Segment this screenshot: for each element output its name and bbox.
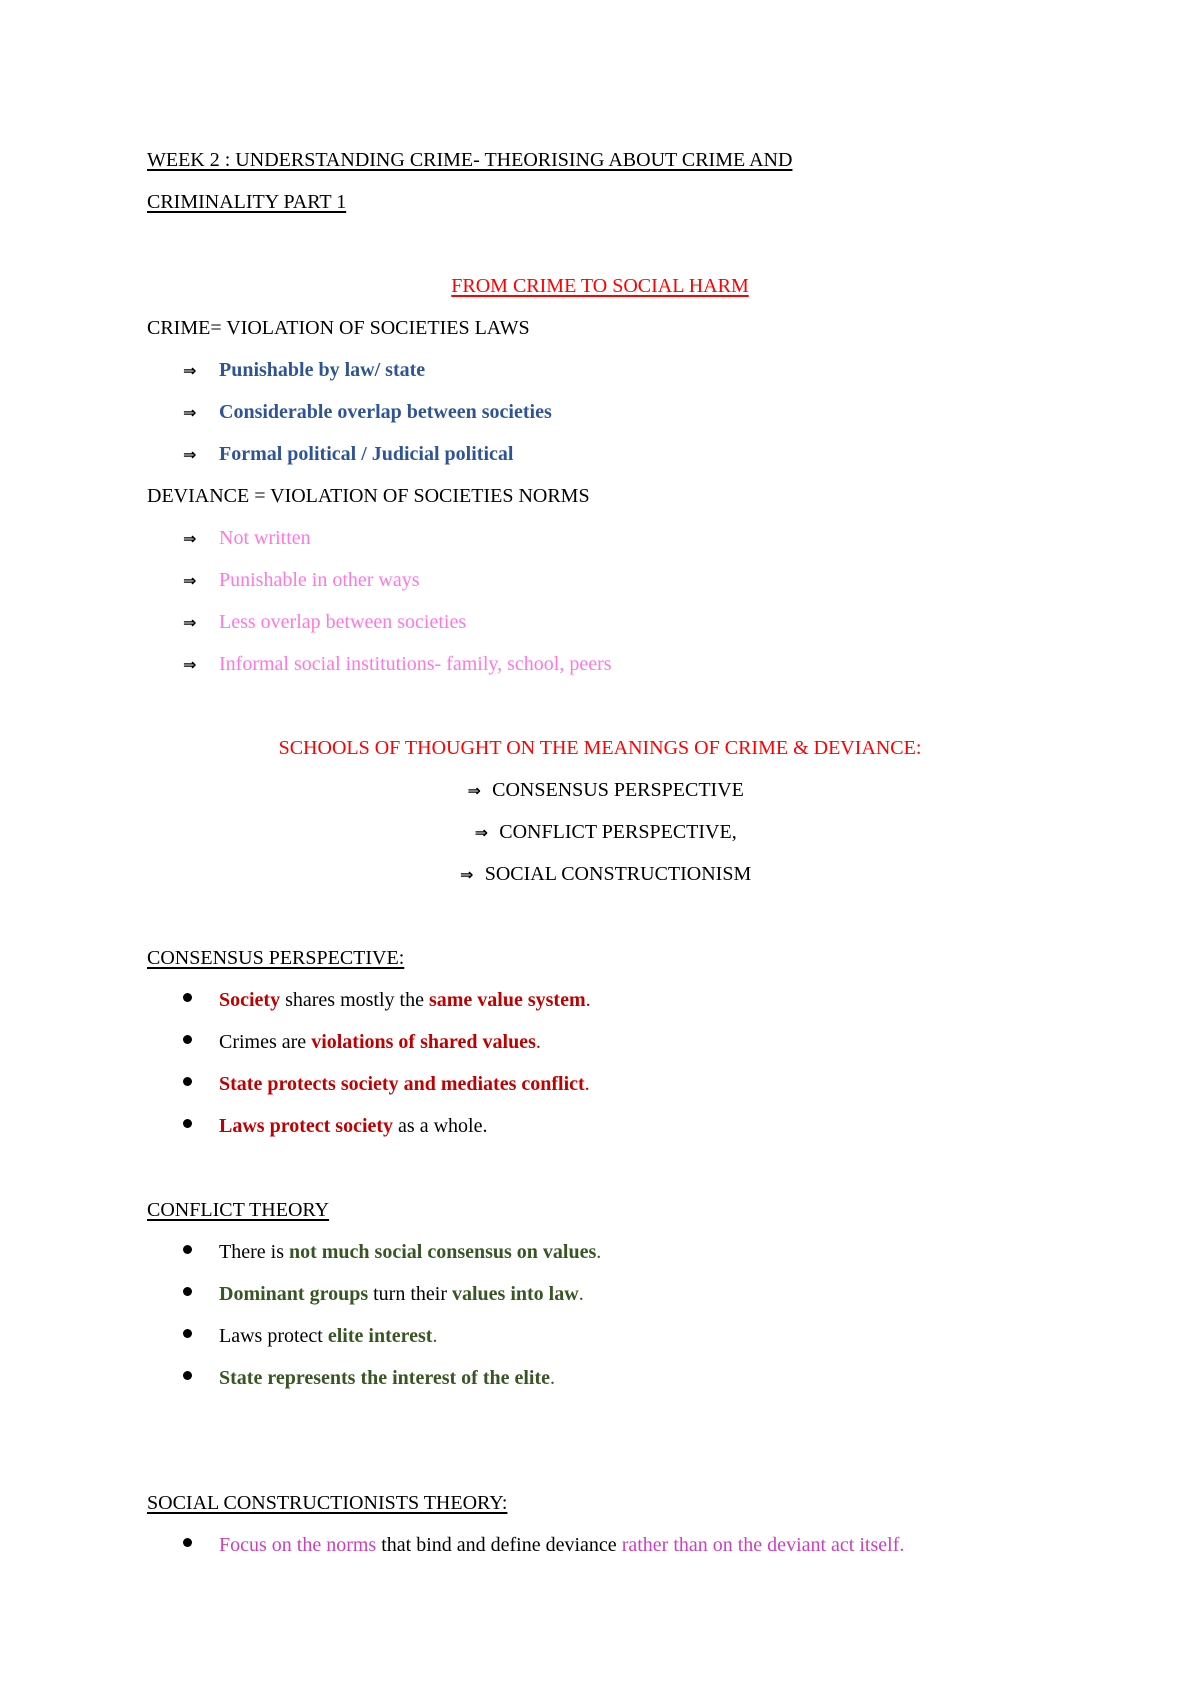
text-run: . [535,1031,541,1053]
arrow-icon: ⇒ [183,571,197,590]
consensus-bullet [181,1071,1200,1097]
crime-point [183,357,1200,384]
text-run: not much social consensus on values [288,1241,597,1263]
text-run: violations of shared values [311,1031,536,1053]
text-run: values into law [452,1283,579,1305]
deviance-point [183,567,1200,594]
heading-line-2: CRIMINALITY PART 1 [147,191,347,213]
text-run: turn their [368,1283,452,1305]
text-run: . [432,1325,438,1347]
text-run: Laws protect society [219,1115,394,1137]
conflict-bullet [181,1323,1200,1349]
social-bullet [181,1532,1200,1558]
text-run: Crimes are [219,1031,312,1053]
text-run: . [550,1367,556,1389]
arrow-icon: ⇒ [183,445,197,464]
deviance-point [183,525,1200,552]
section-title-schools-of-thought: SCHOOLS OF THOUGHT ON THE MEANINGS OF CRIME & DEVIANCE: [278,737,922,759]
deviance-point-text: Less overlap between societies [219,611,467,633]
section-title-crime-to-harm: FROM CRIME TO SOCIAL HARM [451,275,749,297]
heading-line-1: WEEK 2 : UNDERSTANDING CRIME- THEORISING ABOUT CRIME AND [147,149,793,171]
arrow-icon: ⇒ [460,865,474,884]
text-run: same value system [428,989,586,1011]
consensus-bullet [181,987,1200,1013]
text-run: There is [219,1241,289,1263]
school-item-text: CONFLICT PERSPECTIVE, [499,821,737,843]
text-run: Laws protect [219,1325,328,1347]
deviance-point-text: Informal social institutions- family, school, peers [219,653,612,675]
consensus-bullet [181,1029,1200,1055]
crime-point-text: Considerable overlap between societies [219,401,552,423]
school-item-text: CONSENSUS PERSPECTIVE [492,779,744,801]
text-run: . [578,1283,584,1305]
text-run: as a whole. [393,1115,488,1137]
text-run: elite interest [327,1325,433,1347]
social-title: SOCIAL CONSTRUCTIONISTS THEORY: [147,1492,508,1514]
conflict-bullet [181,1281,1200,1307]
crime-point-text: Formal political / Judicial political [219,443,514,465]
text-run: . [584,1073,590,1095]
arrow-icon: ⇒ [183,361,197,380]
arrow-icon: ⇒ [467,781,481,800]
consensus-bullet [181,1113,1200,1139]
deviance-point [183,651,1200,678]
school-item [0,819,1200,846]
arrow-icon: ⇒ [183,655,197,674]
text-run: shares mostly the [280,989,429,1011]
conflict-bullet [181,1365,1200,1391]
text-run: Dominant groups [219,1283,369,1305]
school-item-text: SOCIAL CONSTRUCTIONISM [484,863,752,885]
text-run: State represents the interest of the elite [219,1367,551,1389]
crime-point [183,399,1200,426]
school-item [0,777,1200,804]
deviance-point [183,609,1200,636]
conflict-title: CONFLICT THEORY [147,1199,330,1221]
arrow-icon: ⇒ [183,529,197,548]
text-run: Society [219,989,281,1011]
conflict-bullet [181,1239,1200,1265]
consensus-title: CONSENSUS PERSPECTIVE: [147,947,405,969]
deviance-point-text: Not written [219,527,311,549]
arrow-icon: ⇒ [183,403,197,422]
text-run: . [596,1241,602,1263]
arrow-icon: ⇒ [474,823,488,842]
school-item [0,861,1200,888]
crime-point-text: Punishable by law/ state [219,359,426,381]
text-run: rather than on the deviant act itself. [621,1534,905,1556]
text-run: Focus on the norms [219,1534,377,1556]
deviance-definition: DEVIANCE = VIOLATION OF SOCIETIES NORMS [147,485,590,507]
text-run: State protects society and mediates conflict [219,1073,585,1095]
deviance-point-text: Punishable in other ways [219,569,420,591]
text-run: . [585,989,591,1011]
text-run: that bind and define deviance [376,1534,622,1556]
crime-point [183,441,1200,468]
arrow-icon: ⇒ [183,613,197,632]
crime-definition: CRIME= VIOLATION OF SOCIETIES LAWS [147,317,530,339]
